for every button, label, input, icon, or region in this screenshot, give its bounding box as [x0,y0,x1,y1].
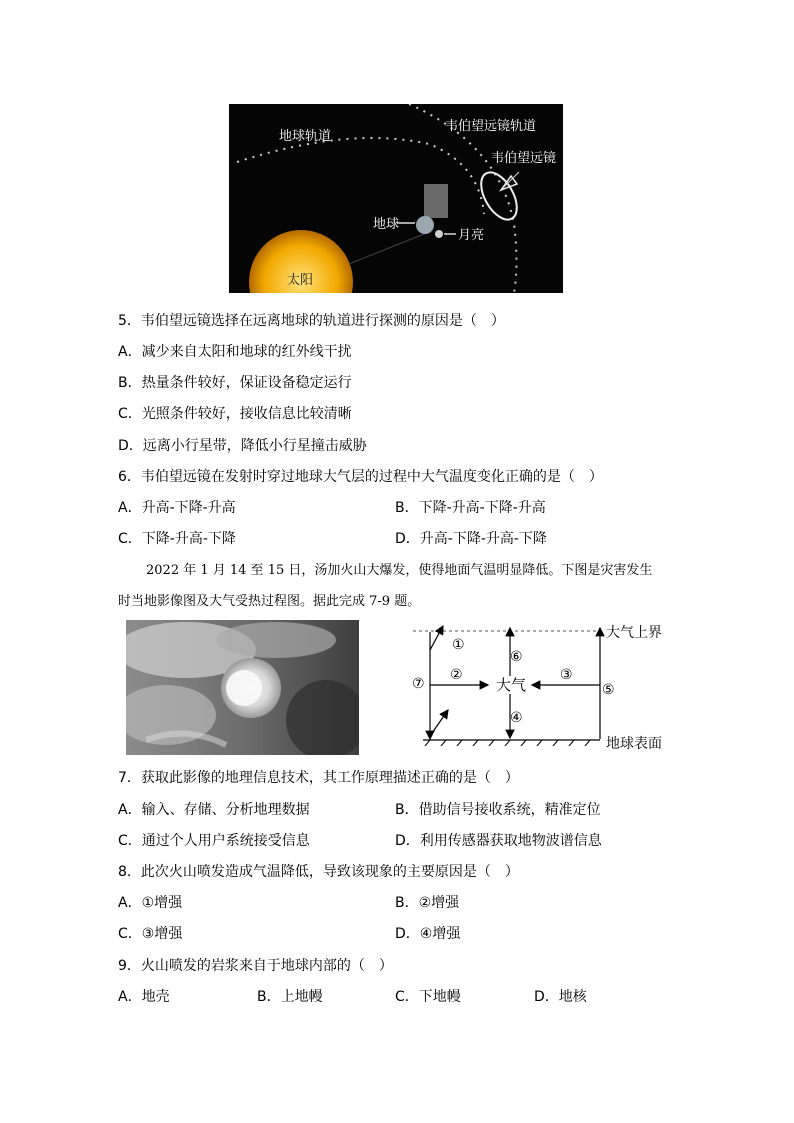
atmosphere-heating-diagram [408,618,688,754]
q8-option-a: A．①增强 [118,895,183,911]
webb-telescope-graphic [474,166,524,225]
moon-graphic [435,230,443,238]
q9-option-b: B．上地幔 [257,989,323,1005]
passage-line-1: 2022 年 1 月 14 至 15 日，汤加火山大爆发，使得地面气温明显降低。下图是灾害发生 [146,563,653,578]
q7-option-a: A．输入、存储、分析地理数据 [118,802,310,818]
webb-label: 韦伯望远镜 [491,151,557,166]
q7-option-d: D．利用传感器获取地物波谱信息 [395,833,602,849]
q9-stem: 9．火山喷发的岩浆来自于地球内部的（ ） [118,958,393,974]
label-7: ⑦ [412,676,425,692]
q6-option-d: D．升高-下降-升高-下降 [395,531,547,547]
label-1: ① [452,637,465,653]
q7-option-c: C．通过个人用户系统接受信息 [118,833,310,849]
q8-option-c: C．③增强 [118,926,183,942]
earth-surface-label: 地球表面 [606,736,662,752]
q8-option-b: B．②增强 [395,895,460,911]
q9-option-c: C．下地幔 [395,989,461,1005]
atmosphere-label: 大气 [496,676,527,694]
q6-option-a: A．升高-下降-升高 [118,500,236,516]
q5-option-d: D．远离小行星带，降低小行星撞击威胁 [118,438,367,454]
q9-option-a: A．地壳 [118,989,170,1005]
q7-stem: 7．获取此影像的地理信息技术，其工作原理描述正确的是（ ） [118,770,519,786]
webb-orbit-label: 韦伯望远镜轨道 [445,119,537,134]
earth-graphic [416,216,434,234]
label-3: ③ [560,667,573,683]
q8-stem: 8．此次火山喷发造成气温降低，导致该现象的主要原因是（ ） [118,864,519,880]
webb-orbit-figure [229,104,563,293]
label-5: ⑤ [602,682,615,698]
q5-option-c: C．光照条件较好，接收信息比较清晰 [118,406,352,422]
q6-option-c: C．下降-升高-下降 [118,531,236,547]
earth-orbit-label: 地球轨道 [279,129,332,144]
label-4: ④ [510,710,523,726]
q7-option-b: B．借助信号接收系统，精准定位 [395,802,601,818]
q5-option-b: B．热量条件较好，保证设备稳定运行 [118,375,352,391]
label-2: ② [450,667,463,683]
moon-label: 月亮 [458,228,485,243]
q6-option-b: B．下降-升高-下降-升高 [395,500,546,516]
passage-line-2: 时当地影像图及大气受热过程图。据此完成 7-9 题。 [118,594,421,609]
top-of-atmosphere-label: 大气上界 [606,625,662,641]
q5-option-a: A．减少来自太阳和地球的红外线干扰 [118,344,352,360]
shadow-box [424,184,448,218]
earth-label: 地球 [373,217,400,232]
label-6: ⑥ [510,649,523,665]
q6-stem: 6．韦伯望远镜在发射时穿过地球大气层的过程中大气温度变化正确的是（ ） [118,469,603,485]
q5-stem: 5．韦伯望远镜选择在远离地球的轨道进行探测的原因是（ ） [118,313,505,329]
volcano-satellite-image [126,620,359,755]
q9-option-d: D．地核 [534,989,587,1005]
q8-option-d: D．④增强 [395,926,461,942]
sun-label: 太阳 [287,273,314,288]
